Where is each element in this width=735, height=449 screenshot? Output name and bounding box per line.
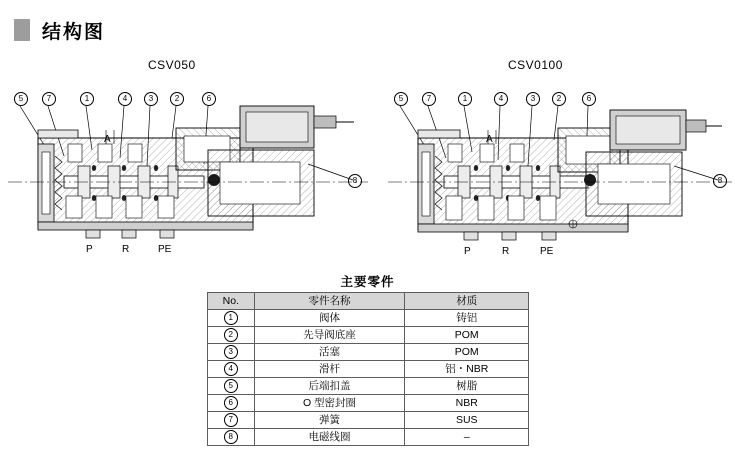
cell-name: 滑杆 (254, 361, 405, 378)
cell-name: 阀体 (254, 310, 405, 327)
part-number-badge: 7 (224, 413, 238, 427)
cell-no (208, 429, 255, 446)
table-row (208, 429, 529, 446)
cell-name: 弹簧 (254, 412, 405, 429)
cross-section-diagram-csv0100 (388, 78, 733, 263)
column-header-material: 材质 (405, 293, 529, 310)
table-row (208, 378, 529, 395)
port-label-r: R (122, 244, 130, 255)
header-accent-bar (14, 19, 30, 41)
parts-table-title: 主要零件 (340, 275, 395, 289)
table-row (208, 361, 529, 378)
callout-6: 6 (202, 92, 216, 106)
cell-no (208, 344, 255, 361)
table-row (208, 412, 529, 429)
port-label-pe: PE (540, 246, 554, 257)
cell-no (208, 395, 255, 412)
cell-material: 铸铝 (405, 310, 529, 327)
part-number-badge: 5 (224, 379, 238, 393)
table-row (208, 395, 529, 412)
table-row (208, 327, 529, 344)
parts-table (207, 292, 529, 446)
cell-material: POM (405, 327, 529, 344)
cell-name: O 型密封圈 (254, 395, 405, 412)
callout-1: 1 (458, 92, 472, 106)
cell-material: NBR (405, 395, 529, 412)
table-row (208, 310, 529, 327)
cell-no (208, 310, 255, 327)
callout-2: 2 (552, 92, 566, 106)
cell-material: 铝・NBR (405, 361, 529, 378)
part-number-badge: 8 (224, 430, 238, 444)
figure-caption-csv050: CSV050 (148, 58, 196, 72)
part-number-badge: 3 (224, 345, 238, 359)
table-header-row (208, 293, 529, 310)
callout-3: 3 (526, 92, 540, 106)
callout-8: 8 (713, 174, 727, 188)
callout-4: 4 (494, 92, 508, 106)
cell-no (208, 412, 255, 429)
cell-material: SUS (405, 412, 529, 429)
callout-6: 6 (582, 92, 596, 106)
callout-3: 3 (144, 92, 158, 106)
cell-name: 先导阀底座 (254, 327, 405, 344)
callout-5: 5 (14, 92, 28, 106)
cell-name: 后端扣盖 (254, 378, 405, 395)
cell-material: – (405, 429, 529, 446)
callout-7: 7 (42, 92, 56, 106)
page-title: 结构图 (42, 21, 106, 43)
cell-name: 电磁线圈 (254, 429, 405, 446)
cell-no (208, 361, 255, 378)
callout-1: 1 (80, 92, 94, 106)
page-header (0, 14, 735, 46)
cell-material: POM (405, 344, 529, 361)
part-number-badge: 6 (224, 396, 238, 410)
cross-section-diagram-csv050 (8, 78, 368, 263)
port-label-p: P (86, 244, 93, 255)
cell-no (208, 327, 255, 344)
callout-2: 2 (170, 92, 184, 106)
part-number-badge: 1 (224, 311, 238, 325)
callout-7: 7 (422, 92, 436, 106)
callout-8: 8 (348, 174, 362, 188)
column-header-no: No. (208, 293, 255, 310)
column-header-name: 零件名称 (254, 293, 405, 310)
table-row (208, 344, 529, 361)
callout-4: 4 (118, 92, 132, 106)
cell-name: 活塞 (254, 344, 405, 361)
internal-label-a: A (104, 134, 111, 145)
cell-material: 树脂 (405, 378, 529, 395)
figure-caption-csv0100: CSV0100 (508, 58, 563, 72)
part-number-badge: 2 (224, 328, 238, 342)
callout-5: 5 (394, 92, 408, 106)
port-label-pe: PE (158, 244, 172, 255)
port-label-r: R (502, 246, 510, 257)
internal-label-a: A (486, 134, 493, 145)
cell-no (208, 378, 255, 395)
port-label-p: P (464, 246, 471, 257)
part-number-badge: 4 (224, 362, 238, 376)
